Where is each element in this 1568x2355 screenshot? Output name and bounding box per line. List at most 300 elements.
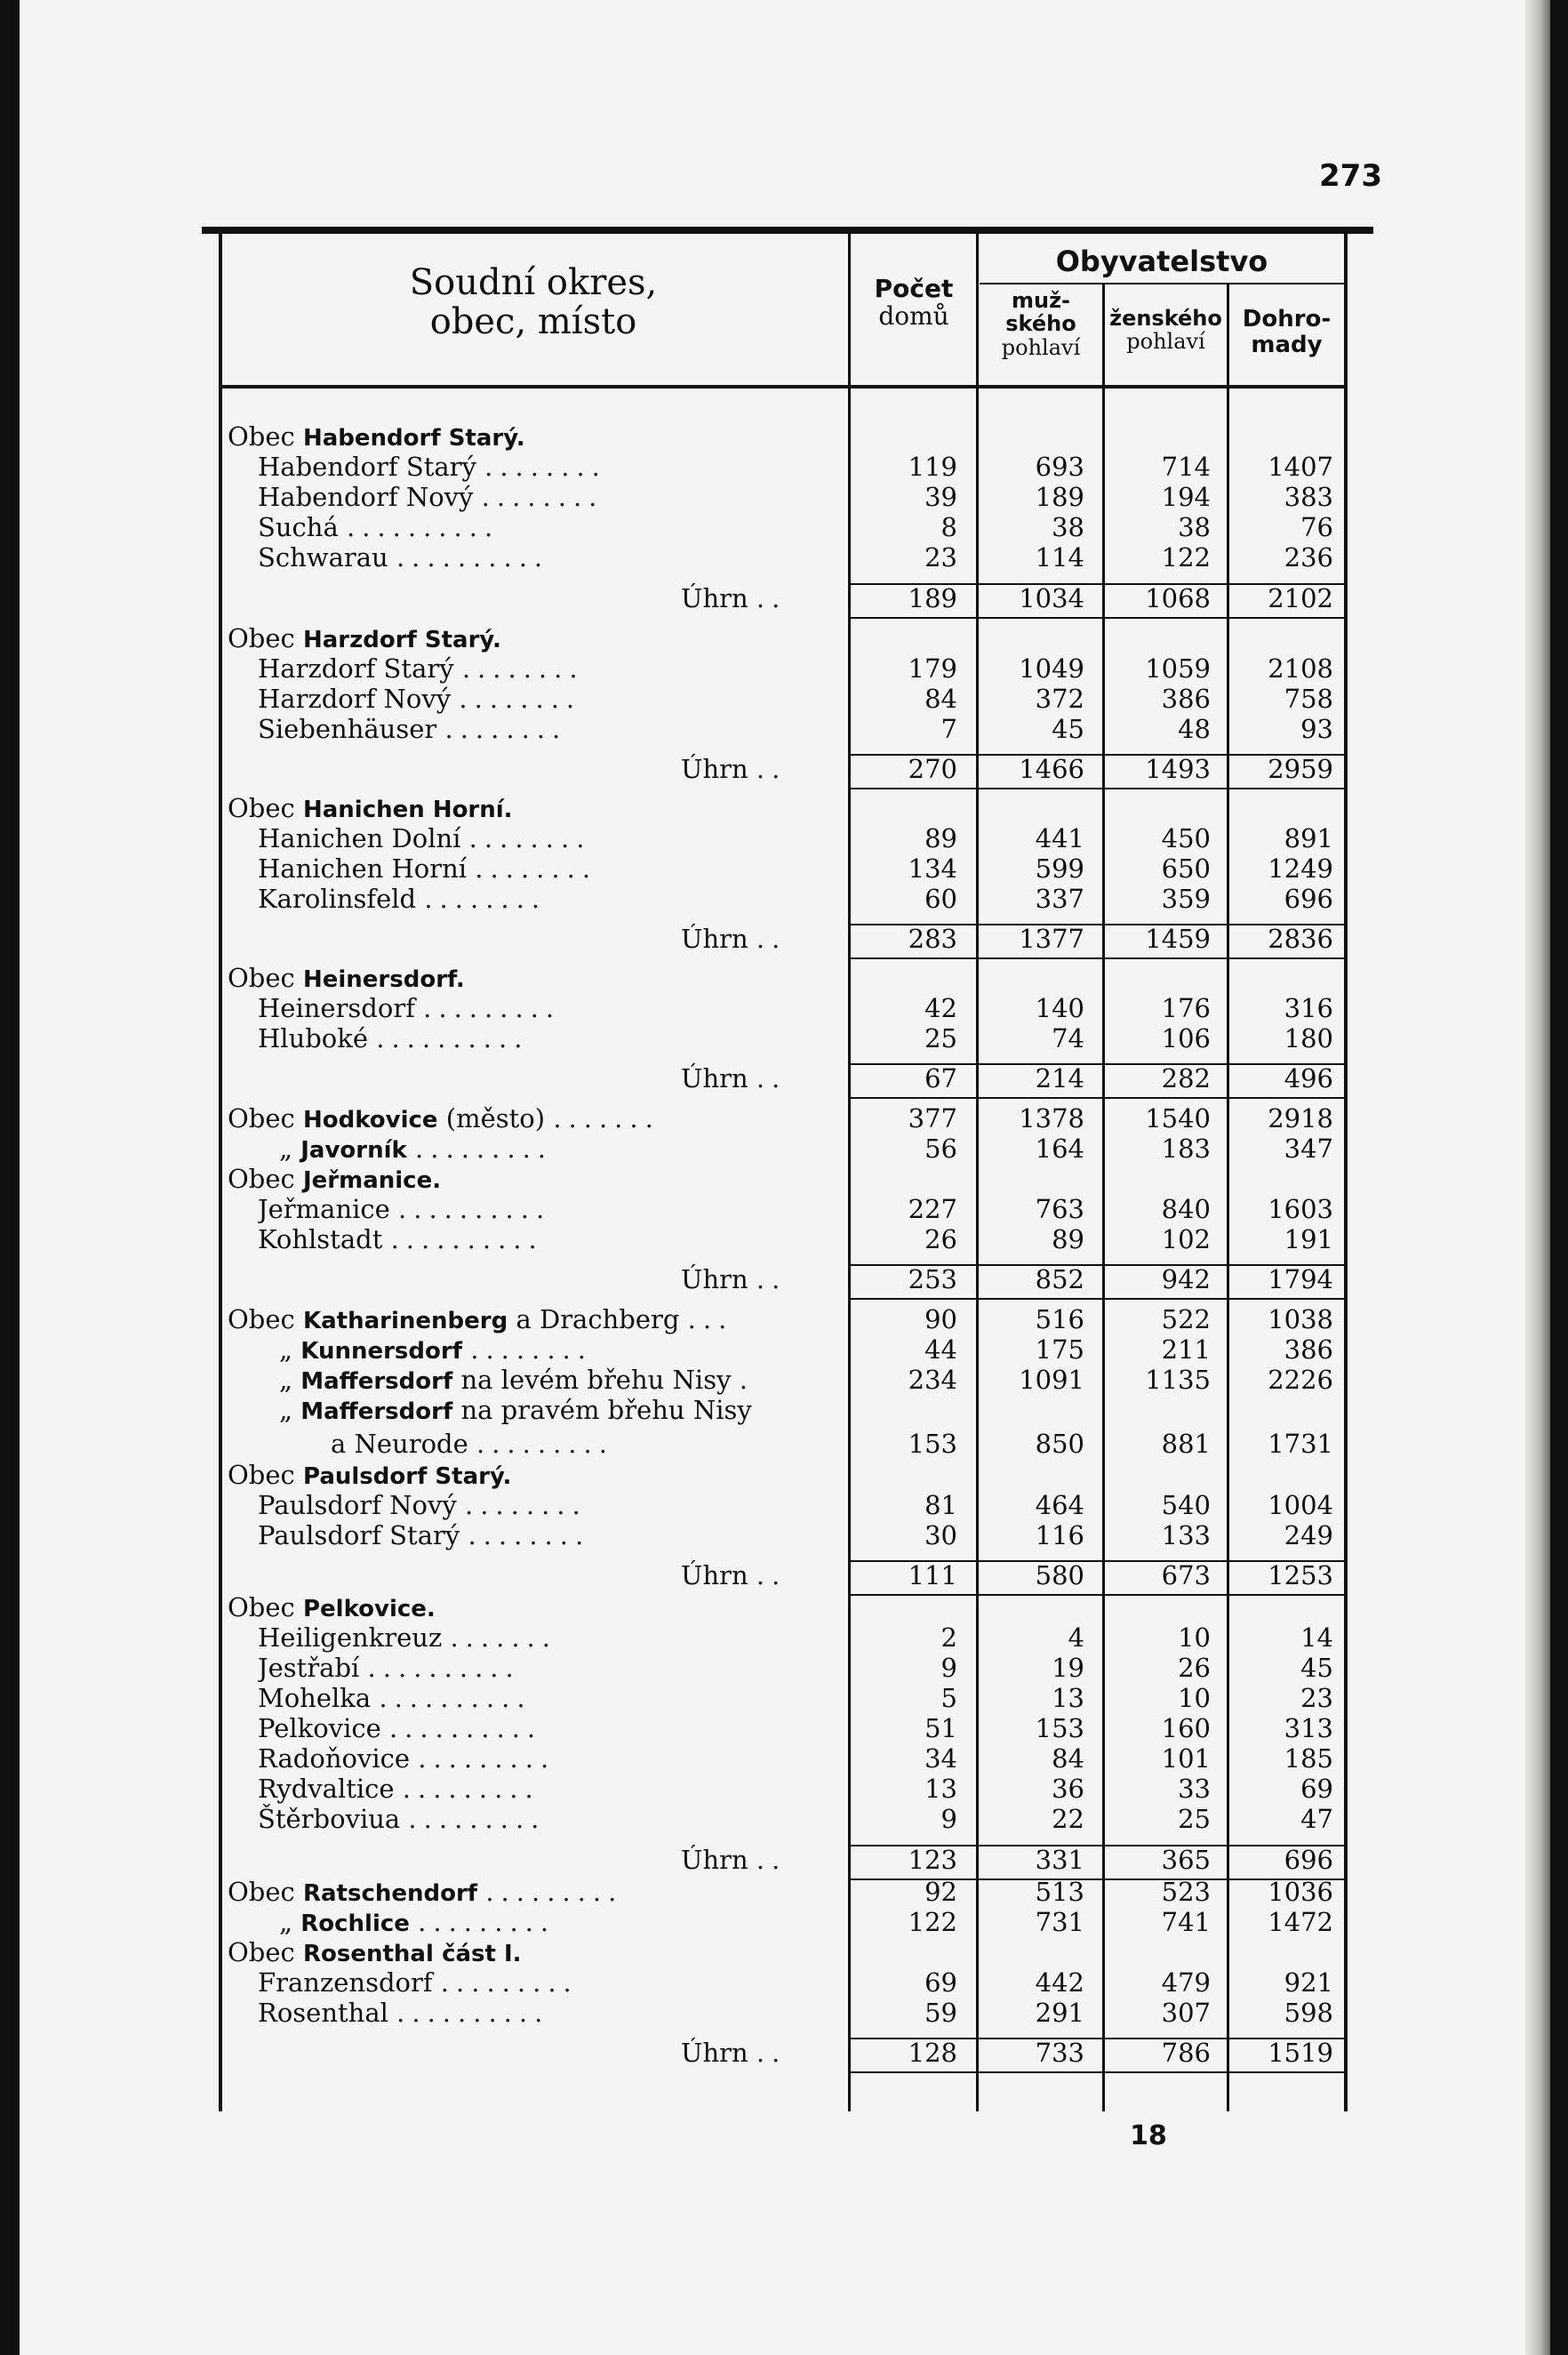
cell-houses: 23 [924,542,957,573]
table-row [20,1967,1353,1998]
row-dots: .......... [390,1224,544,1254]
table-row [20,653,1353,684]
cell-total: 1038 [1268,1304,1333,1334]
row-dots: .. [756,1264,788,1294]
row-dots: ........ [481,482,604,512]
cell-male: 763 [1035,1194,1084,1224]
cell-total: 316 [1284,993,1333,1023]
cell-total: 1519 [1268,2038,1333,2068]
row-name: Maffersdorf [300,1368,453,1395]
cell-houses: 39 [924,482,957,512]
table-row [20,1520,1353,1550]
table-row [20,1365,1353,1395]
summary-label: Úhrn [681,583,748,613]
row-dots: ....... [450,1622,557,1653]
row-prefix: „ [279,1334,293,1365]
table-top-rule [202,227,1373,234]
row-name: Suchá [258,512,339,542]
cell-male: 337 [1035,884,1084,914]
row-dots: .. [756,754,788,784]
cell-female: 840 [1161,1194,1211,1224]
cell-male: 442 [1035,1967,1084,1998]
cell-total: 696 [1284,884,1333,914]
row-name: Radoňovice [258,1743,411,1774]
cell-total: 69 [1300,1774,1333,1804]
cell-female: 133 [1161,1520,1211,1550]
cell-houses: 69 [924,1967,957,1998]
table-row [20,542,1353,573]
table-row [20,1103,1353,1133]
cell-female: 194 [1161,482,1211,512]
cell-total: 1249 [1268,853,1333,884]
cell-houses: 270 [908,754,957,784]
cell-houses: 111 [908,1560,957,1590]
row-suffix: na levém břehu Nisy [460,1365,732,1395]
cell-female: 386 [1161,684,1211,714]
row-name: Harzdorf Starý [258,653,454,684]
cell-male: 74 [1052,1023,1084,1053]
row-dots: .......... [396,1998,550,2028]
row-dots: .......... [376,1023,530,1053]
row-name: Heinersdorf [258,993,415,1023]
table-row [20,1133,1353,1164]
row-name: Kohlstadt [258,1224,383,1254]
cell-female: 1493 [1145,754,1211,784]
cell-total: 2918 [1268,1103,1333,1133]
cell-male: 733 [1035,2038,1084,2068]
cell-female: 183 [1161,1133,1211,1164]
cell-male: 189 [1035,482,1084,512]
row-name: Maffersdorf [300,1398,453,1425]
cell-houses: 234 [908,1365,957,1395]
cell-male: 1034 [1019,583,1084,613]
cell-male: 153 [1035,1713,1084,1743]
header-male-line1: muž- [1011,288,1071,313]
cell-total: 191 [1284,1224,1333,1254]
table-row [20,1622,1353,1653]
summary-label: Úhrn [681,754,748,784]
cell-female: 1059 [1145,653,1211,684]
cell-female: 650 [1161,853,1211,884]
table-row [20,993,1353,1023]
row-prefix: Obec [228,1460,295,1490]
cell-houses: 13 [924,1774,957,1804]
cell-houses: 134 [908,853,957,884]
row-name: Štěrboviua [258,1804,401,1834]
book-page [20,0,1550,2355]
row-dots: ......... [415,1133,554,1164]
cell-houses: 67 [924,1063,957,1093]
cell-total: 383 [1284,482,1333,512]
row-dots: ......... [485,1877,624,1907]
row-suffix: na pravém břehu Nisy [460,1395,752,1425]
cell-houses: 122 [908,1907,957,1937]
cell-houses: 81 [924,1490,957,1520]
summary-row [20,1264,1353,1294]
row-heading [20,1937,1353,1967]
cell-male: 1378 [1019,1103,1084,1133]
cell-male: 599 [1035,853,1084,884]
cell-houses: 283 [908,924,957,954]
cell-houses: 123 [908,1845,957,1875]
row-name: Katharinenberg [302,1308,508,1334]
cell-female: 741 [1161,1907,1211,1937]
cell-houses: 56 [924,1133,957,1164]
row-dots: ........ [484,452,607,482]
cell-total: 1472 [1268,1907,1333,1937]
cell-male: 164 [1035,1133,1084,1164]
row-dots: .......... [346,512,500,542]
header-female-column [1105,307,1227,354]
cell-male: 516 [1035,1304,1084,1334]
row-dots: .. [756,1063,788,1093]
cell-total: 2959 [1268,754,1333,784]
cell-male: 852 [1035,1264,1084,1294]
row-dots: ........ [444,714,568,744]
cell-total: 1794 [1268,1264,1333,1294]
cell-houses: 189 [908,583,957,613]
cell-total: 14 [1300,1622,1333,1653]
row-name: Habendorf Starý [258,452,476,482]
row-name: Rydvaltice [258,1774,395,1804]
cell-female: 522 [1161,1304,1211,1334]
row-name: Hanichen Horní. [302,797,513,823]
cell-total: 386 [1284,1334,1333,1365]
page-edge-shadow [1525,0,1550,2355]
cell-total: 1036 [1268,1877,1333,1907]
row-prefix: Obec [228,793,295,823]
row-dots: .. [756,2038,788,2068]
cell-houses: 2 [940,1622,957,1653]
cell-houses: 92 [924,1877,957,1907]
row-dots: ......... [418,1743,556,1774]
cell-male: 22 [1052,1804,1084,1834]
row-dots: ........ [475,853,598,884]
row-name: Schwarau [258,542,388,573]
row-dots: .. [756,583,788,613]
cell-total: 45 [1300,1653,1333,1683]
row-dots: ........ [468,1520,591,1550]
row-name: Hluboké [258,1023,369,1053]
cell-total: 347 [1284,1133,1333,1164]
summary-label: Úhrn [681,2038,748,2068]
table-row [20,1395,1353,1425]
cell-male: 1466 [1019,754,1084,784]
table-row [20,1683,1353,1713]
cell-male: 19 [1052,1653,1084,1683]
table-row [20,1998,1353,2028]
row-suffix: (město) [445,1103,546,1133]
row-name: Habendorf Nový [258,482,474,512]
row-prefix: Obec [228,623,295,653]
cell-total: 1731 [1268,1429,1333,1459]
row-dots: ........ [468,823,592,853]
cell-male: 464 [1035,1490,1084,1520]
summary-row [20,2038,1353,2068]
row-name: Mohelka [258,1683,372,1713]
row-dots: .. [756,924,788,954]
cell-total: 2108 [1268,653,1333,684]
row-prefix: „ [279,1907,293,1937]
header-place-column [222,263,844,341]
table-row [20,1334,1353,1365]
cell-houses: 253 [908,1264,957,1294]
row-heading [20,963,1353,993]
cell-male: 45 [1052,714,1084,744]
table-row [20,1907,1353,1937]
summary-row [20,1845,1353,1875]
row-name: Paulsdorf Nový [258,1490,457,1520]
row-name: Javorník [300,1137,407,1164]
row-prefix: Obec [228,1164,295,1194]
cell-female: 673 [1161,1560,1211,1590]
row-name: Habendorf Starý. [302,425,525,452]
cell-female: 1540 [1145,1103,1211,1133]
cell-total: 76 [1300,512,1333,542]
cell-female: 33 [1178,1774,1211,1804]
cell-male: 372 [1035,684,1084,714]
cell-houses: 7 [940,714,957,744]
cell-male: 36 [1052,1774,1084,1804]
header-total-column [1229,307,1344,357]
summary-row [20,1063,1353,1093]
row-name: Pelkovice. [302,1596,436,1622]
header-total-line2: mady [1251,331,1323,358]
row-dots: ........ [470,1334,593,1365]
cell-female: 102 [1161,1224,1211,1254]
cell-female: 881 [1161,1429,1211,1459]
cell-female: 479 [1161,1967,1211,1998]
header-bottom-rule [220,385,1345,388]
page-number: 273 [1319,158,1382,194]
cell-female: 10 [1178,1622,1211,1653]
cell-total: 598 [1284,1998,1333,2028]
cell-total: 180 [1284,1023,1333,1053]
row-prefix: Obec [228,1937,295,1967]
row-heading [20,1460,1353,1490]
header-place-line2: obec, místo [429,301,637,342]
cell-male: 114 [1035,542,1084,573]
cell-female: 450 [1161,823,1211,853]
summary-label: Úhrn [681,1845,748,1875]
summary-row [20,583,1353,613]
header-male-line3: pohlaví [1001,334,1081,360]
cell-female: 25 [1178,1804,1211,1834]
row-dots: ......... [476,1429,614,1459]
cell-houses: 8 [940,512,957,542]
cell-total: 2102 [1268,583,1333,613]
cell-male: 175 [1035,1334,1084,1365]
cell-total: 1253 [1268,1560,1333,1590]
population-under-rule [980,283,1347,284]
row-name: Jestřabí [258,1653,360,1683]
cell-total: 1407 [1268,452,1333,482]
cell-male: 580 [1035,1560,1084,1590]
cell-houses: 153 [908,1429,957,1459]
row-dots: .. [756,1845,788,1875]
cell-total: 1004 [1268,1490,1333,1520]
cell-total: 696 [1284,1845,1333,1875]
cell-female: 122 [1161,542,1211,573]
cell-male: 731 [1035,1907,1084,1937]
signature-mark: 18 [1130,2120,1167,2151]
cell-male: 89 [1052,1224,1084,1254]
cell-houses: 5 [940,1683,957,1713]
cell-houses: 26 [924,1224,957,1254]
table-row [20,1804,1353,1834]
cell-total: 249 [1284,1520,1333,1550]
row-name: Kunnersdorf [300,1338,463,1365]
row-name: Pelkovice [258,1713,381,1743]
row-name: Jeřmanice. [302,1167,442,1194]
cell-female: 523 [1161,1877,1211,1907]
row-heading [20,1164,1353,1194]
cell-houses: 60 [924,884,957,914]
row-heading [20,1592,1353,1622]
table-row [20,714,1353,744]
row-prefix: „ [279,1395,293,1425]
cell-total: 2836 [1268,924,1333,954]
cell-female: 48 [1178,714,1211,744]
row-dots: ......... [423,993,562,1023]
row-dots: .......... [388,1713,543,1743]
cell-total: 93 [1300,714,1333,744]
cell-houses: 59 [924,1998,957,2028]
cell-houses: 51 [924,1713,957,1743]
cell-female: 211 [1161,1334,1211,1365]
cell-female: 106 [1161,1023,1211,1053]
row-name: Karolinsfeld [258,884,417,914]
row-dots: ... [687,1304,734,1334]
table-row [20,1743,1353,1774]
row-heading [20,793,1353,823]
cell-houses: 179 [908,653,957,684]
table-row [20,1429,1353,1459]
cell-total: 47 [1300,1804,1333,1834]
row-dots: . [739,1365,755,1395]
cell-male: 331 [1035,1845,1084,1875]
table-row [20,1194,1353,1224]
header-male-line2: ského [1005,311,1076,337]
header-female-line2: pohlaví [1126,329,1205,355]
cell-houses: 44 [924,1334,957,1365]
cell-total: 23 [1300,1683,1333,1713]
row-prefix: Obec [228,1103,295,1133]
row-dots: ......... [402,1774,540,1804]
row-dots: ........ [461,653,585,684]
row-name: Hanichen Dolní [258,823,461,853]
cell-male: 140 [1035,993,1084,1023]
cell-male: 1049 [1019,653,1084,684]
row-dots: .. [756,1560,788,1590]
cell-female: 1135 [1145,1365,1211,1395]
row-name: Rochlice [300,1910,410,1937]
table-row [20,1490,1353,1520]
row-name: Harzdorf Nový [258,684,452,714]
table-row [20,452,1353,482]
cell-houses: 377 [908,1103,957,1133]
table-row [20,853,1353,884]
row-prefix: „ [279,1133,293,1164]
row-dots: ......... [418,1907,556,1937]
cell-total: 313 [1284,1713,1333,1743]
cell-female: 176 [1161,993,1211,1023]
header-population: Obyvatelstvo [1055,244,1268,278]
row-dots: .......... [379,1683,532,1713]
row-heading [20,421,1353,452]
cell-houses: 30 [924,1520,957,1550]
cell-male: 693 [1035,452,1084,482]
row-name: Franzensdorf [258,1967,433,1998]
row-name: Rosenthal [258,1998,388,2028]
cell-houses: 84 [924,684,957,714]
cell-female: 26 [1178,1653,1211,1683]
table-row [20,1224,1353,1254]
row-dots: ......... [408,1804,547,1834]
cell-male: 1091 [1019,1365,1084,1395]
cell-female: 101 [1161,1743,1211,1774]
row-dots: .......... [396,542,550,573]
cell-male: 84 [1052,1743,1084,1774]
row-dots: ........ [424,884,548,914]
cell-houses: 128 [908,2038,957,2068]
cell-houses: 42 [924,993,957,1023]
cell-male: 513 [1035,1877,1084,1907]
summary-label: Úhrn [681,924,748,954]
row-dots: ....... [553,1103,660,1133]
table-row [20,823,1353,853]
table-row [20,684,1353,714]
cell-houses: 25 [924,1023,957,1053]
row-dots: .......... [367,1653,521,1683]
table-row [20,1877,1353,1907]
header-houses-column [852,276,976,331]
row-dots: ........ [459,684,582,714]
summary-label: Úhrn [681,1063,748,1093]
cell-female: 160 [1161,1713,1211,1743]
cell-female: 1068 [1145,583,1211,613]
table-row [20,1023,1353,1053]
row-prefix: Obec [228,963,295,993]
cell-total: 496 [1284,1063,1333,1093]
cell-total: 921 [1284,1967,1333,1998]
header-male-column [980,289,1102,359]
cell-houses: 90 [924,1304,957,1334]
row-name: Hanichen Horní [258,853,468,884]
row-prefix: Obec [228,1592,295,1622]
header-female-line1: ženského [1109,306,1222,331]
cell-male: 214 [1035,1063,1084,1093]
summary-label: Úhrn [681,1264,748,1294]
row-name: Siebenhäuser [258,714,437,744]
row-name: Hodkovice [302,1107,438,1133]
cell-male: 38 [1052,512,1084,542]
row-name: Heiligenkreuz [258,1622,443,1653]
cell-total: 2226 [1268,1365,1333,1395]
cell-houses: 34 [924,1743,957,1774]
table-row [20,884,1353,914]
cell-female: 38 [1178,512,1211,542]
summary-row [20,1560,1353,1590]
row-name: Paulsdorf Starý. [302,1463,512,1490]
table-row [20,1304,1353,1334]
cell-houses: 89 [924,823,957,853]
cell-total: 1603 [1268,1194,1333,1224]
cell-total: 758 [1284,684,1333,714]
cell-female: 786 [1161,2038,1211,2068]
row-suffix: část I. [442,1941,522,1967]
row-name: Heinersdorf. [302,966,465,993]
